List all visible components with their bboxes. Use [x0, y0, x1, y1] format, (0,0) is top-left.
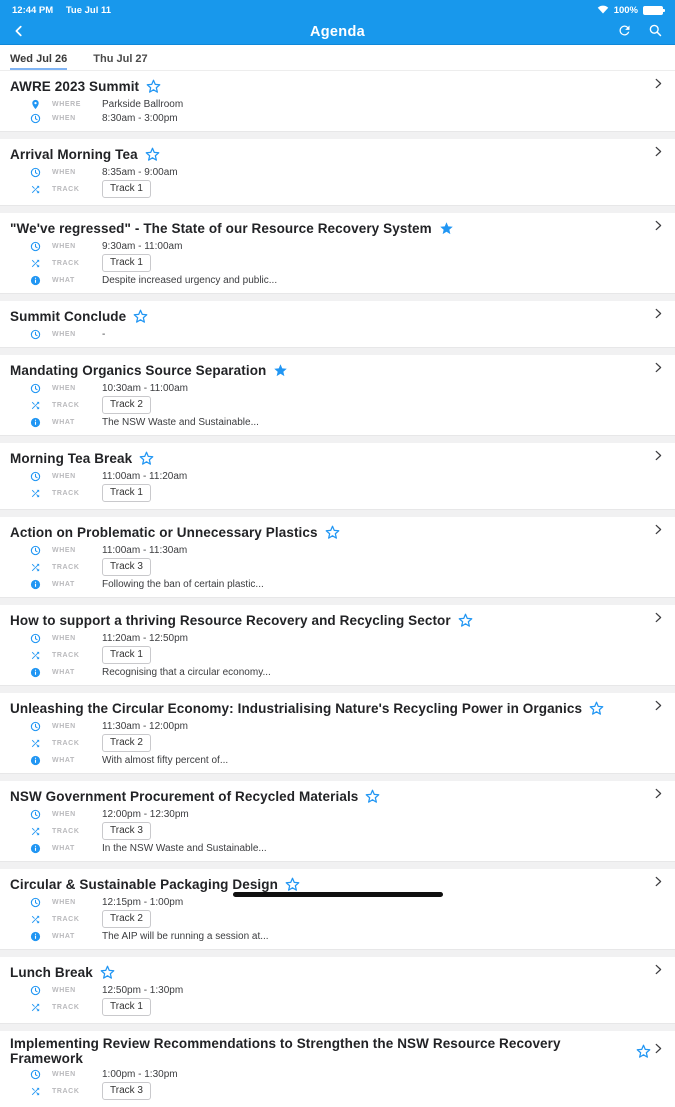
- favorite-star-icon[interactable]: [133, 309, 148, 324]
- field-label: WHAT: [52, 668, 75, 676]
- item-fields: [10, 632, 665, 678]
- field-label: WHERE: [52, 100, 82, 108]
- item-separator: [0, 949, 675, 957]
- item-field-row: [10, 822, 665, 840]
- favorite-star-icon[interactable]: [636, 1044, 651, 1059]
- clock-icon: [30, 633, 41, 644]
- item-title: Unleashing the Circular Economy: Industrialising Nature's Recycling Power in Organics: [10, 700, 583, 716]
- chevron-right-icon: [651, 522, 665, 542]
- item-fields: [10, 984, 665, 1016]
- item-field-row: [10, 808, 665, 820]
- field-label: WHEN: [52, 634, 76, 642]
- back-chevron-icon: [12, 23, 26, 42]
- back-button[interactable]: [12, 23, 26, 42]
- favorite-star-icon[interactable]: [365, 789, 380, 804]
- item-field-row: [10, 484, 665, 502]
- location-pin-icon: [30, 99, 41, 110]
- item-title: Morning Tea Break: [10, 450, 133, 466]
- item-fields: [10, 328, 665, 340]
- field-value: Parkside Ballroom: [102, 98, 184, 110]
- item-field-row: [10, 754, 665, 766]
- info-icon: [30, 579, 41, 590]
- shuffle-icon: [30, 488, 41, 499]
- shuffle-icon: [30, 1002, 41, 1013]
- clock-icon: [30, 329, 41, 340]
- favorite-star-icon[interactable]: [100, 965, 115, 980]
- field-value: In the NSW Waste and Sustainable...: [102, 842, 267, 854]
- agenda-item[interactable]: [0, 301, 675, 347]
- field-value: -: [102, 328, 106, 340]
- field-value: The AIP will be running a session at...: [102, 930, 269, 942]
- field-value: 12:00pm - 12:30pm: [102, 808, 189, 820]
- item-fields: [10, 896, 665, 942]
- field-label: WHEN: [52, 986, 76, 994]
- field-label: WHAT: [52, 580, 75, 588]
- agenda-item[interactable]: [0, 869, 675, 949]
- info-icon: [30, 667, 41, 678]
- field-value: 8:35am - 9:00am: [102, 166, 178, 178]
- item-title: Lunch Break: [10, 964, 93, 980]
- chevron-right-icon: [651, 786, 665, 806]
- field-value: Track 1: [102, 254, 151, 272]
- chevron-right-icon: [651, 306, 665, 326]
- item-separator: [0, 509, 675, 517]
- shuffle-icon: [30, 562, 41, 573]
- favorite-star-icon[interactable]: [458, 613, 473, 628]
- status-time: 12:44 PM: [12, 4, 54, 16]
- field-label: TRACK: [52, 563, 80, 571]
- field-value: 9:30am - 11:00am: [102, 240, 183, 252]
- item-field-row: [10, 632, 665, 644]
- field-label: WHEN: [52, 1070, 76, 1078]
- agenda-item[interactable]: [0, 355, 675, 435]
- field-label: TRACK: [52, 1003, 80, 1011]
- item-field-row: [10, 470, 665, 482]
- item-separator: [0, 1023, 675, 1031]
- item-title-row: [10, 698, 665, 718]
- field-label: TRACK: [52, 185, 80, 193]
- item-field-row: [10, 98, 665, 110]
- field-label: WHEN: [52, 898, 76, 906]
- item-field-row: [10, 382, 665, 394]
- item-title-row: [10, 522, 665, 542]
- item-title-row: [10, 448, 665, 468]
- field-label: TRACK: [52, 827, 80, 835]
- item-title-row: [10, 874, 665, 894]
- item-title: Implementing Review Recommendations to Strengthen the NSW Resource Recovery Framework: [10, 1036, 561, 1066]
- status-left: [12, 5, 121, 16]
- item-field-row: [10, 274, 665, 286]
- item-title-row: [10, 306, 665, 326]
- item-title-row: [10, 144, 665, 164]
- field-value: 11:20am - 12:50pm: [102, 632, 188, 644]
- field-label: WHAT: [52, 276, 75, 284]
- info-icon: [30, 275, 41, 286]
- field-label: WHEN: [52, 722, 76, 730]
- wifi-icon: [597, 4, 609, 17]
- field-value: Track 1: [102, 998, 151, 1016]
- item-field-row: [10, 558, 665, 576]
- status-bar: [0, 0, 675, 20]
- item-title: Mandating Organics Source Separation: [10, 362, 267, 378]
- favorite-star-icon[interactable]: [325, 525, 340, 540]
- agenda-item[interactable]: [0, 781, 675, 861]
- item-title: Action on Problematic or Unnecessary Plastics: [10, 524, 318, 540]
- field-label: WHEN: [52, 330, 76, 338]
- home-indicator[interactable]: [233, 892, 443, 897]
- field-value: Track 2: [102, 734, 151, 752]
- info-icon: [30, 843, 41, 854]
- item-field-row: [10, 1082, 665, 1100]
- item-separator: [0, 597, 675, 605]
- item-field-row: [10, 930, 665, 942]
- status-date: Tue Jul 11: [65, 4, 112, 16]
- tab-wed-jul-26[interactable]: Wed Jul 26: [10, 53, 67, 70]
- item-separator: [0, 685, 675, 693]
- battery-percent: 100%: [613, 4, 638, 16]
- field-value: 11:30am - 12:00pm: [102, 720, 188, 732]
- item-title-row: [10, 360, 665, 380]
- item-title: Arrival Morning Tea: [10, 146, 138, 162]
- info-icon: [30, 755, 41, 766]
- field-label: TRACK: [52, 401, 80, 409]
- chevron-right-icon: [651, 874, 665, 894]
- item-fields: [10, 470, 665, 502]
- item-field-row: [10, 166, 665, 178]
- chevron-right-icon: [651, 698, 665, 718]
- item-field-row: [10, 416, 665, 428]
- item-field-row: [10, 544, 665, 556]
- field-label: TRACK: [52, 651, 80, 659]
- agenda-item[interactable]: [0, 1031, 675, 1107]
- clock-icon: [30, 241, 41, 252]
- status-right: [597, 4, 663, 17]
- clock-icon: [30, 167, 41, 178]
- item-fields: [10, 382, 665, 428]
- item-title: AWRE 2023 Summit: [10, 78, 140, 94]
- item-title-row: [10, 1036, 665, 1066]
- item-title: NSW Government Procurement of Recycled Materials: [10, 788, 359, 804]
- clock-icon: [30, 113, 41, 124]
- chevron-right-icon: [651, 76, 665, 96]
- item-fields: [10, 166, 665, 198]
- field-label: WHEN: [52, 810, 76, 818]
- agenda-item[interactable]: [0, 957, 675, 1023]
- field-label: TRACK: [52, 259, 80, 267]
- field-label: WHEN: [52, 384, 76, 392]
- item-field-row: [10, 578, 665, 590]
- field-label: WHEN: [52, 168, 76, 176]
- field-label: WHEN: [52, 472, 76, 480]
- clock-icon: [30, 545, 41, 556]
- agenda-item[interactable]: [0, 443, 675, 509]
- item-title: How to support a thriving Resource Recovery and Recycling Sector: [10, 612, 451, 628]
- field-value: With almost fifty percent of...: [102, 754, 229, 766]
- agenda-item[interactable]: [0, 605, 675, 685]
- field-label: WHEN: [52, 242, 76, 250]
- field-label: WHAT: [52, 418, 75, 426]
- field-label: WHEN: [52, 114, 76, 122]
- date-tab-bar: [0, 45, 675, 71]
- item-field-row: [10, 896, 665, 908]
- shuffle-icon: [30, 738, 41, 749]
- chevron-right-icon: [651, 962, 665, 982]
- shuffle-icon: [30, 826, 41, 837]
- field-value: The NSW Waste and Sustainable...: [102, 416, 259, 428]
- shuffle-icon: [30, 914, 41, 925]
- field-value: Track 3: [102, 558, 151, 576]
- field-value: 1:00pm - 1:30pm: [102, 1068, 178, 1080]
- clock-icon: [30, 985, 41, 996]
- clock-icon: [30, 471, 41, 482]
- chevron-right-icon: [651, 448, 665, 468]
- field-value: 10:30am - 11:00am: [102, 382, 188, 394]
- item-fields: [10, 1068, 665, 1100]
- field-label: TRACK: [52, 1087, 80, 1095]
- item-field-row: [10, 998, 665, 1016]
- item-title-row: [10, 218, 665, 238]
- item-field-row: [10, 646, 665, 664]
- field-value: Track 1: [102, 180, 151, 198]
- item-fields: [10, 720, 665, 766]
- field-value: Despite increased urgency and public...: [102, 274, 278, 286]
- field-value: Track 2: [102, 910, 151, 928]
- chevron-right-icon: [651, 218, 665, 238]
- item-title: Summit Conclude: [10, 308, 127, 324]
- item-fields: [10, 98, 665, 124]
- item-field-row: [10, 396, 665, 414]
- tab-thu-jul-27[interactable]: Thu Jul 27: [93, 53, 148, 65]
- item-separator: [0, 205, 675, 213]
- item-field-row: [10, 842, 665, 854]
- field-value: Recognising that a circular economy...: [102, 666, 271, 678]
- item-field-row: [10, 112, 665, 124]
- favorite-star-icon[interactable]: [139, 451, 154, 466]
- item-field-row: [10, 984, 665, 996]
- item-separator: [0, 131, 675, 139]
- item-field-row: [10, 910, 665, 928]
- item-field-row: [10, 666, 665, 678]
- shuffle-icon: [30, 400, 41, 411]
- clock-icon: [30, 383, 41, 394]
- nav-bar: [0, 20, 675, 45]
- shuffle-icon: [30, 650, 41, 661]
- search-button[interactable]: [648, 23, 663, 41]
- field-label: WHEN: [52, 546, 76, 554]
- item-title-row: [10, 962, 665, 982]
- item-title: "We've regressed" - The State of our Resource Recovery System: [10, 220, 432, 236]
- item-separator: [0, 293, 675, 301]
- item-field-row: [10, 240, 665, 252]
- field-value: 8:30am - 3:00pm: [102, 112, 178, 124]
- refresh-button[interactable]: [617, 23, 632, 41]
- field-value: 11:00am - 11:30am: [102, 544, 188, 556]
- info-icon: [30, 931, 41, 942]
- field-value: Track 3: [102, 1082, 151, 1100]
- clock-icon: [30, 897, 41, 908]
- item-title-row: [10, 610, 665, 630]
- clock-icon: [30, 721, 41, 732]
- item-field-row: [10, 720, 665, 732]
- item-field-row: [10, 734, 665, 752]
- item-field-row: [10, 1068, 665, 1080]
- shuffle-icon: [30, 258, 41, 269]
- item-field-row: [10, 328, 665, 340]
- field-label: TRACK: [52, 915, 80, 923]
- shuffle-icon: [30, 184, 41, 195]
- field-value: Track 2: [102, 396, 151, 414]
- item-fields: [10, 808, 665, 854]
- chevron-right-icon: [651, 1041, 665, 1061]
- item-separator: [0, 861, 675, 869]
- field-label: WHAT: [52, 844, 75, 852]
- chevron-right-icon: [651, 144, 665, 164]
- item-fields: [10, 544, 665, 590]
- agenda-item[interactable]: [0, 139, 675, 205]
- agenda-list: [0, 71, 675, 1107]
- item-title-row: [10, 76, 665, 96]
- agenda-item[interactable]: [0, 517, 675, 597]
- favorite-star-icon[interactable]: [439, 221, 454, 236]
- field-value: Track 1: [102, 484, 151, 502]
- info-icon: [30, 417, 41, 428]
- item-separator: [0, 773, 675, 781]
- refresh-icon: [617, 23, 632, 41]
- favorite-star-icon[interactable]: [285, 877, 300, 892]
- item-field-row: [10, 180, 665, 198]
- chevron-right-icon: [651, 360, 665, 380]
- field-label: WHAT: [52, 932, 75, 940]
- agenda-item[interactable]: [0, 693, 675, 773]
- page-title: Agenda: [310, 24, 365, 40]
- agenda-item[interactable]: [0, 213, 675, 293]
- field-value: 11:00am - 11:20am: [102, 470, 188, 482]
- field-label: WHAT: [52, 756, 75, 764]
- favorite-star-icon[interactable]: [145, 147, 160, 162]
- field-value: Track 3: [102, 822, 151, 840]
- favorite-star-icon[interactable]: [273, 363, 288, 378]
- clock-icon: [30, 1069, 41, 1080]
- item-separator: [0, 435, 675, 443]
- search-icon: [648, 23, 663, 41]
- item-separator: [0, 347, 675, 355]
- favorite-star-icon[interactable]: [589, 701, 604, 716]
- field-value: 12:50pm - 1:30pm: [102, 984, 184, 996]
- field-value: 12:15pm - 1:00pm: [102, 896, 184, 908]
- clock-icon: [30, 809, 41, 820]
- field-value: Track 1: [102, 646, 151, 664]
- shuffle-icon: [30, 1086, 41, 1097]
- chevron-right-icon: [651, 610, 665, 630]
- field-label: TRACK: [52, 489, 80, 497]
- agenda-item[interactable]: [0, 71, 675, 131]
- battery-icon: [643, 6, 663, 15]
- item-title-row: [10, 786, 665, 806]
- favorite-star-icon[interactable]: [146, 79, 161, 94]
- field-value: Following the ban of certain plastic...: [102, 578, 264, 590]
- field-label: TRACK: [52, 739, 80, 747]
- item-field-row: [10, 254, 665, 272]
- item-title: Circular & Sustainable Packaging Design: [10, 876, 278, 892]
- item-fields: [10, 240, 665, 286]
